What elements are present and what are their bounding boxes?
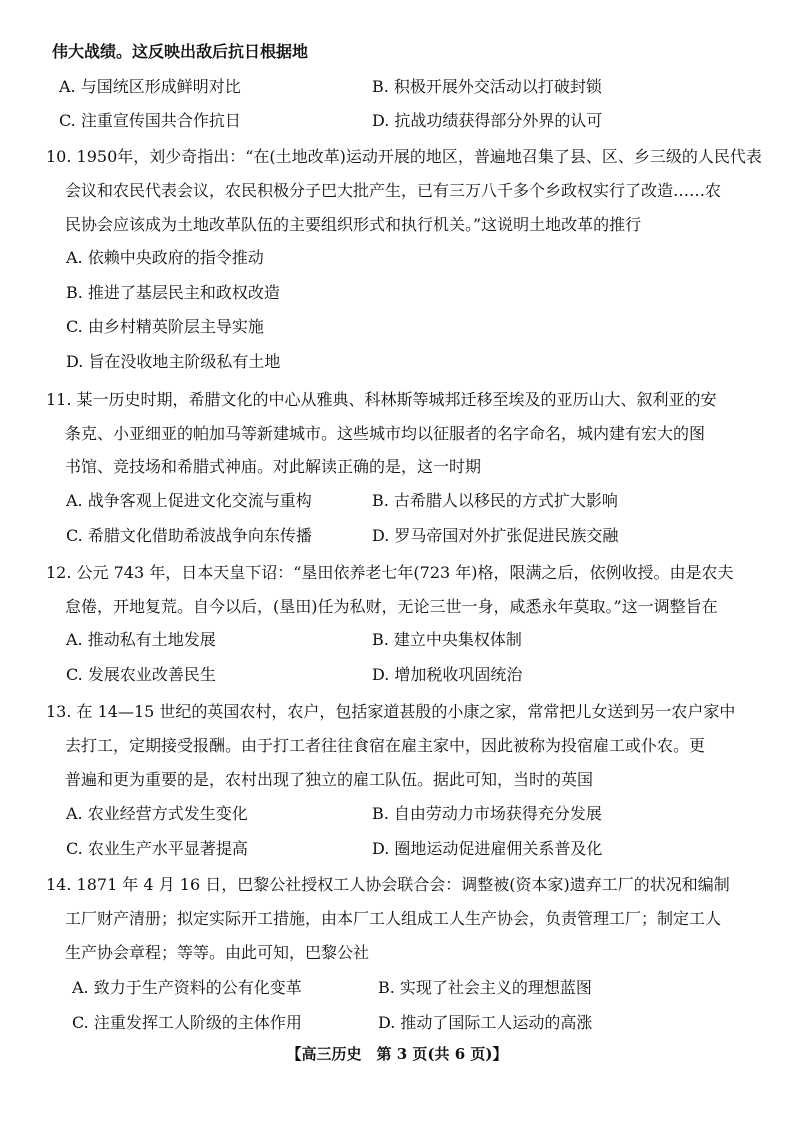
q10-stem-line-2: 会议和农民代表会议，农民积极分子巴大批产生，已有三万八千多个乡政权实行了改造……农: [65, 181, 722, 200]
q10-option-a: A. 依赖中央政府的指令推动: [66, 248, 264, 267]
q11-stem-line-2: 条克、小亚细亚的帕加马等新建城市。这些城市均以征服者的名字命名，城内建有宏大的图: [65, 424, 706, 443]
q9-stem-continuation: 伟大战绩。这反映出敌后抗日根据地: [52, 42, 309, 61]
q9-option-c: C. 注重宣传国共合作抗日: [59, 111, 241, 130]
q11-option-d: D. 罗马帝国对外扩张促进民族交融: [372, 526, 619, 545]
q13-option-b: B. 自由劳动力市场获得充分发展: [372, 804, 602, 823]
q11-stem-line-3: 书馆、竞技场和希腊式神庙。对此解读正确的是，这一时期: [65, 457, 482, 476]
q12-option-c: C. 发展农业改善民生: [66, 665, 216, 684]
q11-option-a: A. 战争客观上促进文化交流与重构: [66, 491, 312, 510]
q13-stem-line-3: 普遍和更为重要的是，农村出现了独立的雇工队伍。据此可知，当时的英国: [65, 770, 594, 789]
q12-stem-line-2: 怠倦，开地复荒。自今以后，(垦田)任为私财，无论三世一身，咸悉永年莫取。”这一调整旨在: [65, 597, 718, 616]
q14-stem-line-1: 14. 1871 年 4 月 16 日，巴黎公社授权工人协会联合会：调整被(资本家)遗弃工厂的状况和编制: [46, 875, 730, 894]
q10-option-b: B. 推进了基层民主和政权改造: [66, 283, 280, 302]
q13-option-d: D. 圈地运动促进雇佣关系普及化: [372, 839, 603, 858]
q9-option-a: A. 与国统区形成鲜明对比: [59, 77, 241, 96]
q10-stem-line-1: 10. 1950年，刘少奇指出：“在(土地改革)运动开展的地区，普遍地召集了县、区、乡三级的人民代表: [46, 147, 762, 166]
q12-option-a: A. 推动私有土地发展: [66, 630, 216, 649]
q12-option-b: B. 建立中央集权体制: [372, 630, 522, 649]
q11-stem-line-1: 11. 某一历史时期，希腊文化的中心从雅典、科林斯等城邦迁移至埃及的亚历山大、叙利亚的安: [46, 390, 717, 409]
q10-option-c: C. 由乡村精英阶层主导实施: [66, 317, 264, 336]
q13-option-c: C. 农业生产水平显著提高: [66, 839, 248, 858]
q11-option-b: B. 古希腊人以移民的方式扩大影响: [372, 491, 618, 510]
q12-option-d: D. 增加税收巩固统治: [372, 665, 523, 684]
q14-option-c: C. 注重发挥工人阶级的主体作用: [72, 1013, 302, 1032]
q14-stem-line-3: 生产协会章程；等等。由此可知，巴黎公社: [65, 943, 370, 962]
q10-stem-line-3: 民协会应该成为土地改革队伍的主要组织形式和执行机关。”这说明土地改革的推行: [65, 215, 642, 234]
q11-option-c: C. 希腊文化借助希波战争向东传播: [66, 526, 312, 545]
q12-stem-line-1: 12. 公元 743 年，日本天皇下诏：“垦田依养老七年(723 年)格，限满之后，依例收授。由是农夫: [46, 563, 734, 582]
q14-option-b: B. 实现了社会主义的理想蓝图: [378, 978, 592, 997]
q14-stem-line-2: 工厂财产清册；拟定实际开工措施，由本厂工人组成工人生产协会，负责管理工厂；制定工人: [65, 909, 722, 928]
q9-option-d: D. 抗战功绩获得部分外界的认可: [372, 111, 603, 130]
q14-option-d: D. 推动了国际工人运动的高涨: [378, 1013, 593, 1032]
q10-option-d: D. 旨在没收地主阶级私有土地: [66, 352, 281, 371]
q9-option-b: B. 积极开展外交活动以打破封锁: [372, 77, 602, 96]
q13-option-a: A. 农业经营方式发生变化: [66, 804, 248, 823]
q14-option-a: A. 致力于生产资料的公有化变革: [72, 978, 302, 997]
q13-stem-line-1: 13. 在 14—15 世纪的英国农村，农户，包括家道甚殷的小康之家，常常把儿女送到另一农户家中: [46, 702, 736, 721]
page-footer: 【高三历史 第 3 页(共 6 页)】: [286, 1045, 508, 1063]
q13-stem-line-2: 去打工，定期接受报酬。由于打工者往往食宿在雇主家中，因此被称为投宿雇工或仆农。更: [65, 736, 706, 755]
